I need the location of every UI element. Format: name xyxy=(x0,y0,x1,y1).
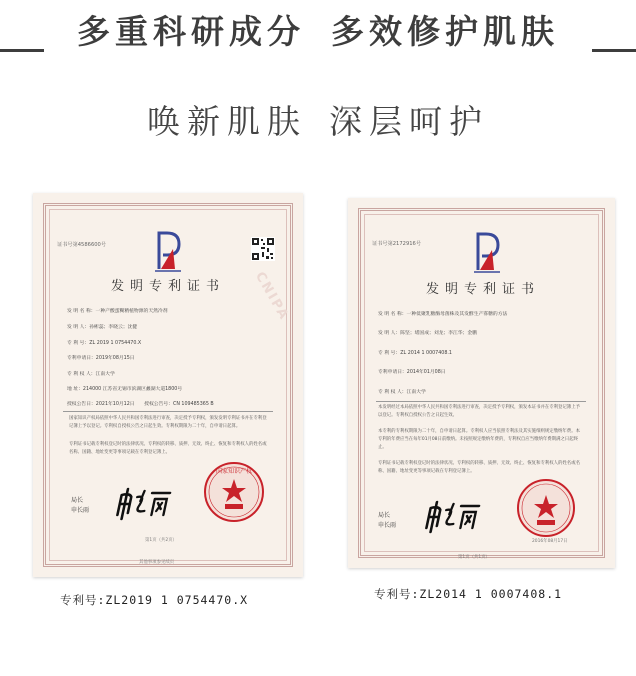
field-invention-name: 发 明 名 称：一种产酸蛋糊精植物源的天然冷剂 xyxy=(67,309,168,314)
signature-name: 申长雨 xyxy=(378,522,397,529)
subtitle-left: 唤新肌肤 xyxy=(147,102,307,141)
handwritten-signature xyxy=(111,487,176,528)
title-left: 多重科研成分 xyxy=(77,12,305,51)
certificate-paragraph: 国家知识产权局依照中华人民共和国专利法进行审查，决定授予专利权，颁发发明专利证书并在专利登记簿上予以登记。专利权自授权公告之日起生效。专利权期限为二十年，自申请日起算。 xyxy=(69,416,267,429)
handwritten-signature xyxy=(420,500,485,541)
patent-number-caption-1: 专利号:ZL2019 1 0754470.X xyxy=(60,593,249,607)
certificate-paragraph: 本发明经过本局依照中华人民共和国专利法进行审查，决定授予专利权，颁发本证书并在专利登记簿上予以登记。专利权自授权公告之日起生效。 xyxy=(378,405,580,418)
field-patent-number: 专 利 号：ZL 2014 1 0007408.1 xyxy=(378,351,452,356)
certificate-paragraph: 本专利的专利权期限为二十年，自申请日起算。专利权人应当依照专利法及其实施细则规定缴纳年费。本专利的年费应当在每年01月08日前缴纳。未按照规定缴纳年费的，专利权自应当缴纳年费期满之日起终止。 xyxy=(378,429,580,450)
field-patentee: 专 利 权 人：江南大学 xyxy=(67,372,115,377)
field-patent-number: 专 利 号：ZL 2019 1 0754470.X xyxy=(67,341,142,346)
field-address: 地 址：214000 江苏省无锡市滨湖区蠡湖大道1800号 xyxy=(67,387,183,392)
field-inventor: 发 明 人：孙彬蕊；李晓云；沈健 xyxy=(67,325,138,330)
page-title xyxy=(0,6,636,53)
field-inventor: 发 明 人：陈坚；堵国成；刘龙；李江华；金鹏 xyxy=(378,331,477,336)
field-patentee: 专 利 权 人：江南大学 xyxy=(378,390,426,395)
certificate-title: 发明专利证书 xyxy=(110,279,225,294)
field-invention-name: 发 明 名 称：一种低聚乳糖酶母菌株及其发酵生产寡糖的方法 xyxy=(378,312,508,317)
field-application-date: 专利申请日：2019年08月15日 xyxy=(67,356,135,361)
signature-icon xyxy=(112,487,175,521)
patent-certificate-1 xyxy=(33,193,303,577)
watermark-text: CNIPA xyxy=(251,269,292,324)
footer-note: 其他事项参见续页 xyxy=(139,560,175,565)
certificate-paragraph: 专利证书记载专利权登记时的法律状况。专利权的转移、质押、无效、终止、恢复和专利权人的姓名或名称、国籍、地址变更等事项记载在专利登记簿上。 xyxy=(69,442,267,455)
certificate-title: 发明专利证书 xyxy=(425,282,540,297)
patent-certificate-2 xyxy=(348,198,615,568)
patent-number-caption-2: 专利号:ZL2014 1 0007408.1 xyxy=(374,587,563,601)
signature-name: 申长雨 xyxy=(71,507,90,514)
certificate-number: 证书号第2172916号 xyxy=(372,241,422,247)
divider-line xyxy=(376,401,586,402)
cnipa-logo-icon xyxy=(472,230,502,276)
seal-date: 2016年08月17日 xyxy=(532,539,568,544)
qr-code-icon xyxy=(251,237,275,261)
page-number: 第1页（共1页） xyxy=(458,555,490,560)
field-application-date: 专利申请日：2014年01月08日 xyxy=(378,370,446,375)
signature-icon xyxy=(421,500,484,534)
signature-title: 局长 xyxy=(71,497,84,504)
cnipa-logo-icon xyxy=(153,229,183,275)
field-grant-announcement: 授权公告日：2021年10月12日 授权公告号：CN 109485365 B xyxy=(67,402,214,407)
signature-title: 局长 xyxy=(378,512,391,519)
official-seal-icon xyxy=(516,478,576,538)
divider-line xyxy=(63,411,273,412)
subtitle-right: 深层呵护 xyxy=(329,102,489,141)
svg-text:国家知识产权: 国家知识产权 xyxy=(215,468,253,475)
certificate-number: 证书号第4586600号 xyxy=(57,242,107,248)
official-seal-icon xyxy=(203,461,265,523)
page-number: 第1页（共2页） xyxy=(145,538,177,543)
certificate-paragraph: 专利证书记载专利权登记时的法律状况。专利权的转移、质押、无效、终止、恢复和专利权人的姓名或名称、国籍、地址变更等事项记载在专利登记簿上。 xyxy=(378,461,580,474)
page-subtitle xyxy=(0,96,636,143)
title-right: 多效修护肌肤 xyxy=(331,12,559,51)
